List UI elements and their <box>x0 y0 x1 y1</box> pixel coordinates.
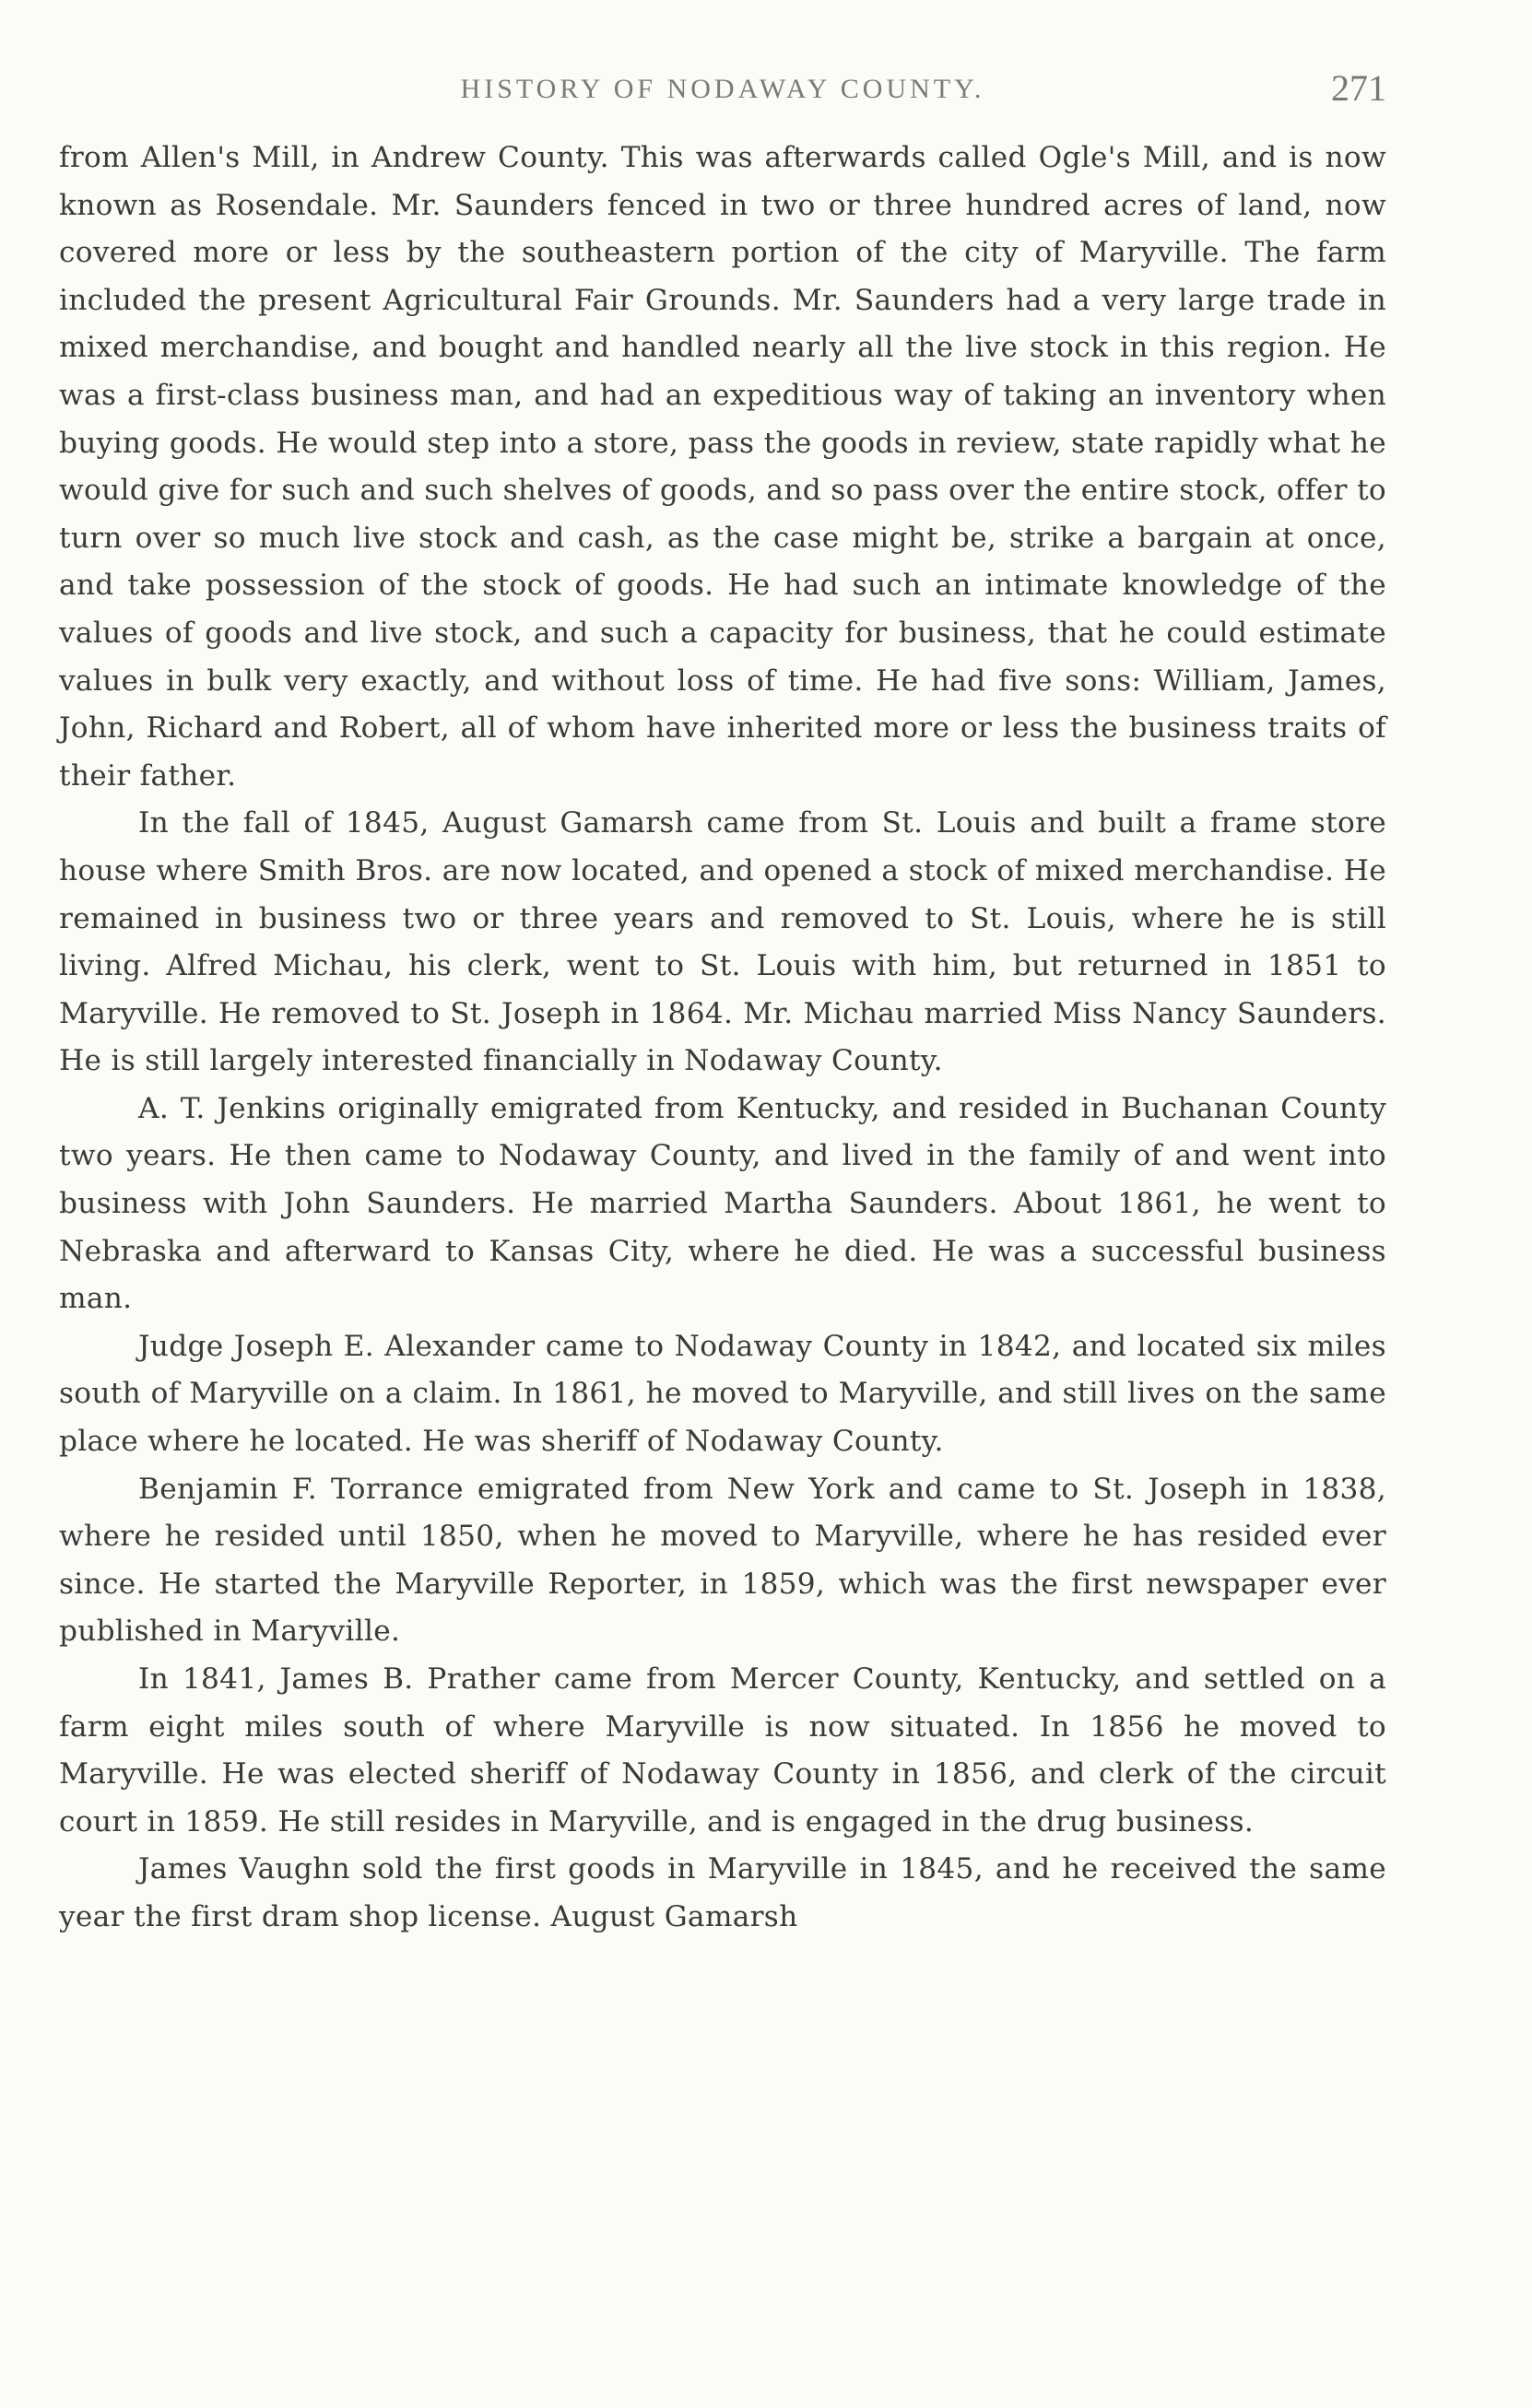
paragraph-torrance: Benjamin F. Torrance emigrated from New York and came to St. Joseph in 1838, where he resided until 1850, when he moved to Maryville, where he has resided ever since. He started the Maryville Reporter, in 1859, which was the first newspaper ever published in Maryville. <box>59 1472 1386 1649</box>
running-title: HISTORY OF NODAWAY COUNTY. <box>460 74 985 104</box>
book-page <box>59 66 1386 1942</box>
paragraph-saunders-continued: from Allen's Mill, in Andrew County. This was afterwards called Ogle's Mill, and is now known as Rosendale. Mr. Saunders fenced in two or three hundred acres of land, now covered more or less by the southeastern portion of the city of Maryville. The farm included the present Agricultural Fair Grounds. Mr. Saunders had a very large trade in mixed merchandise, and bought and handled nearly all the live stock in this region. He was a first-class business man, and had an expeditious way of taking an inventory when buying goods. He would step into a store, pass the goods in review, state rapidly what he would give for such and such shelves of goods, and so pass over the entire stock, offer to turn over so much live stock and cash, as the case might be, strike a bargain at once, and take possession of the stock of goods. He had such an intimate knowledge of the values of goods and live stock, and such a capacity for business, that he could estimate values in bulk very exactly, and without loss of time. He had five sons: William, James, John, Richard and Robert, all of whom have inherited more or less the business traits of their father. <box>59 141 1386 793</box>
page-number: 271 <box>1331 67 1386 109</box>
paragraph-alexander: Judge Joseph E. Alexander came to Nodaway County in 1842, and located six miles south of Maryville on a claim. In 1861, he moved to Maryville, and still lives on the same place where he located. He was sheriff of Nodaway County. <box>59 1329 1386 1459</box>
paragraph-gamarsh: In the fall of 1845, August Gamarsh came from St. Louis and built a frame store house where Smith Bros. are now located, and opened a stock of mixed merchandise. He remained in business two or three years and removed to St. Louis, where he is still living. Alfred Michau, his clerk, went to St. Louis with him, but returned in 1851 to Maryville. He removed to St. Joseph in 1864. Mr. Michau married Miss Nancy Saunders. He is still largely interested financially in Nodaway County. <box>59 806 1386 1078</box>
body-text <box>59 135 1386 1942</box>
running-head <box>59 66 1386 118</box>
paragraph-prather: In 1841, James B. Prather came from Mercer County, Kentucky, and settled on a farm eight miles south of where Maryville is now situated. In 1856 he moved to Maryville. He was elected sheriff of Nodaway County in 1856, and clerk of the circuit court in 1859. He still resides in Maryville, and is engaged in the drug business. <box>59 1662 1386 1838</box>
paragraph-jenkins: A. T. Jenkins originally emigrated from Kentucky, and resided in Buchanan County two years. He then came to Nodaway County, and lived in the family of and went into business with John Saunders. He married Martha Saunders. About 1861, he went to Nebraska and afterward to Kansas City, where he died. He was a successful business man. <box>59 1091 1386 1316</box>
paragraph-vaughn: James Vaughn sold the first goods in Maryville in 1845, and he received the same year the first dram shop license. August Gamarsh <box>59 1852 1386 1933</box>
